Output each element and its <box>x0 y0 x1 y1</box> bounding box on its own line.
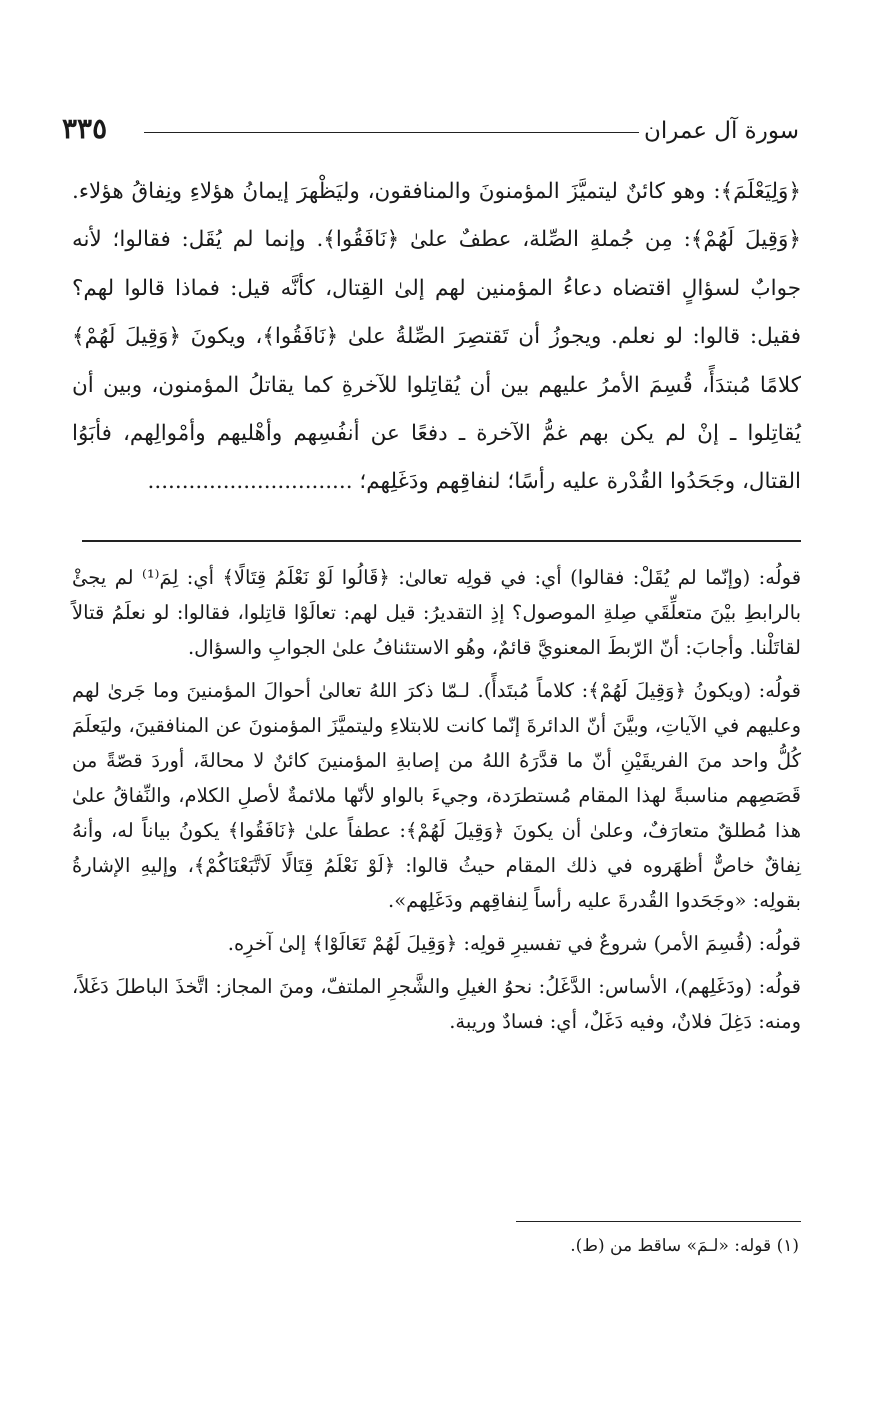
page-number: ٣٣٥ <box>62 112 108 145</box>
dotted-leader: .............................. <box>147 469 353 495</box>
commentary-paragraph: قولُه: (وإنّما لم يُقَلْ: فقالوا) أي: في قولِه تعالىٰ: ﴿قَالُوا لَوْ نَعْلَمُ قِتَالًا﴾ أي: لِمَ⁽¹⁾ لم يجئْ بالرابطِ بيْنَ متعلِّقَي صِلةِ الموصول؟ إذِ التقديرُ: قيل لهم: تعالَوْا قاتِلوا، فقالوا: لو نعلَمُ قتالاً لقاتَلْنا. وأجابَ: أنّ الرّبطَ المعنويَّ قائمٌ، وهُو الاستئنافُ علىٰ الجوابِ والسؤال. <box>72 566 802 659</box>
surah-title: سورة آل عمران <box>643 118 799 144</box>
footnote: (١) قوله: «لـمَ» ساقط من (ط). <box>570 1236 799 1256</box>
commentary-paragraph: قولُه: (ودَغَلِهم)، الأساس: الدَّغَلُ: نحوُ الغيلِ والشَّجرِ الملتفّ، ومنَ المجاز: اتَّخذَ الباطلَ دَغَلاً، ومنه: دَغِلَ فلانٌ، وفيه دَغَلٌ، أي: فسادٌ وريبة. <box>72 975 801 1033</box>
main-paragraph <box>72 168 801 507</box>
main-paragraph-text: ﴿وَلِيَعْلَمَ﴾: وهو كائنٌ ليتميَّزَ المؤمنونَ والمنافقون، وليَظْهرَ إيمانُ هؤلاءِ ونِفاقُ هؤلاء. ﴿وَقِيلَ لَهُمْ﴾: مِن جُملةِ الصِّلة، عطفٌ علىٰ ﴿نَافَقُوا﴾. وإنما لم يُقَل: فقالوا؛ لأنه جوابٌ لسؤالٍ اقتضاه دعاءُ المؤمنين لهم إلىٰ القِتال، كأنَّه قيل: فماذا قالوا لهم؟ فقيل: قالوا: لو نعلم. ويجوزُ أن تَقتصِرَ الصِّلةُ علىٰ ﴿نَافَقُوا﴾، ويكونَ ﴿وَقِيلَ لَهُمْ﴾ كلامًا مُبتدَأً، قُسِمَ الأمرُ عليهم بين أن يُقاتِلوا للآخرةِ كما يقاتلُ المؤمنون، وبين أن يُقاتِلوا ـ إنْ لم يكن بهم غمُّ الآخرة ـ دفعًا عن أنفُسِهم وأهْليهم وأمْوالِهم، فأبَوُا القتال، وجَحَدُوا القُدْرة عليه رأسًا؛ لنفاقِهم ودَغَلِهم؛ <box>72 179 801 495</box>
commentary-paragraph: قولُه: (قُسِمَ الأمر) شروعٌ في تفسيرِ قولِه: ﴿وَقِيلَ لَهُمْ تَعَالَوْا﴾ إلىٰ آخرِه. <box>227 932 801 955</box>
commentary-paragraph: قولُه: (ويكونُ ﴿وَقِيلَ لَهُمْ﴾: كلاماً مُبتَدأً). لـمّا ذكرَ اللهُ تعالىٰ أحوالَ المؤمنينَ وما جَرىٰ لهم وعليهم في الآياتِ، وبيَّنَ أنّ الدائرةَ إنّما كانت للابتلاءِ وليتميَّزَ المؤمنونَ عن المنافقينَ، وليَعلَمَ كُلُّ واحد منَ الفريقَيْنِ أنّ ما قدَّرَهُ اللهُ من إصابةِ المؤمنينَ كائنٌ لا محالةَ، أوردَ قصّةً من قَصَصِهم مناسبةً لهذا المقام مُستطرَدة، وجيءَ بالواو لأنّها ملائمةٌ لأصلِ الكلام، والنِّفاقُ علىٰ هذا مُطلقٌ متعارَفٌ، وعلىٰ أن يكونَ ﴿وَقِيلَ لَهُمْ﴾: عطفاً علىٰ ﴿نَافَقُوا﴾ يكونُ بياناً له، وأنهُ نِفاقٌ خاصٌّ أظهَروه في ذلك المقام حيثُ قالوا: ﴿لَوْ نَعْلَمُ قِتَالًا لَاتَّبَعْنَاكُمْ﴾، وإليهِ الإشارةُ بقولِه: «وجَحَدوا القُدرةَ عليه رأساً لِنفاقِهم ودَغَلِهم». <box>72 679 801 912</box>
section-separator <box>82 540 801 542</box>
footnote-rule <box>516 1221 801 1222</box>
header-rule <box>144 132 639 133</box>
commentary <box>72 560 801 1047</box>
page-header <box>62 112 799 152</box>
main-text <box>72 168 801 507</box>
